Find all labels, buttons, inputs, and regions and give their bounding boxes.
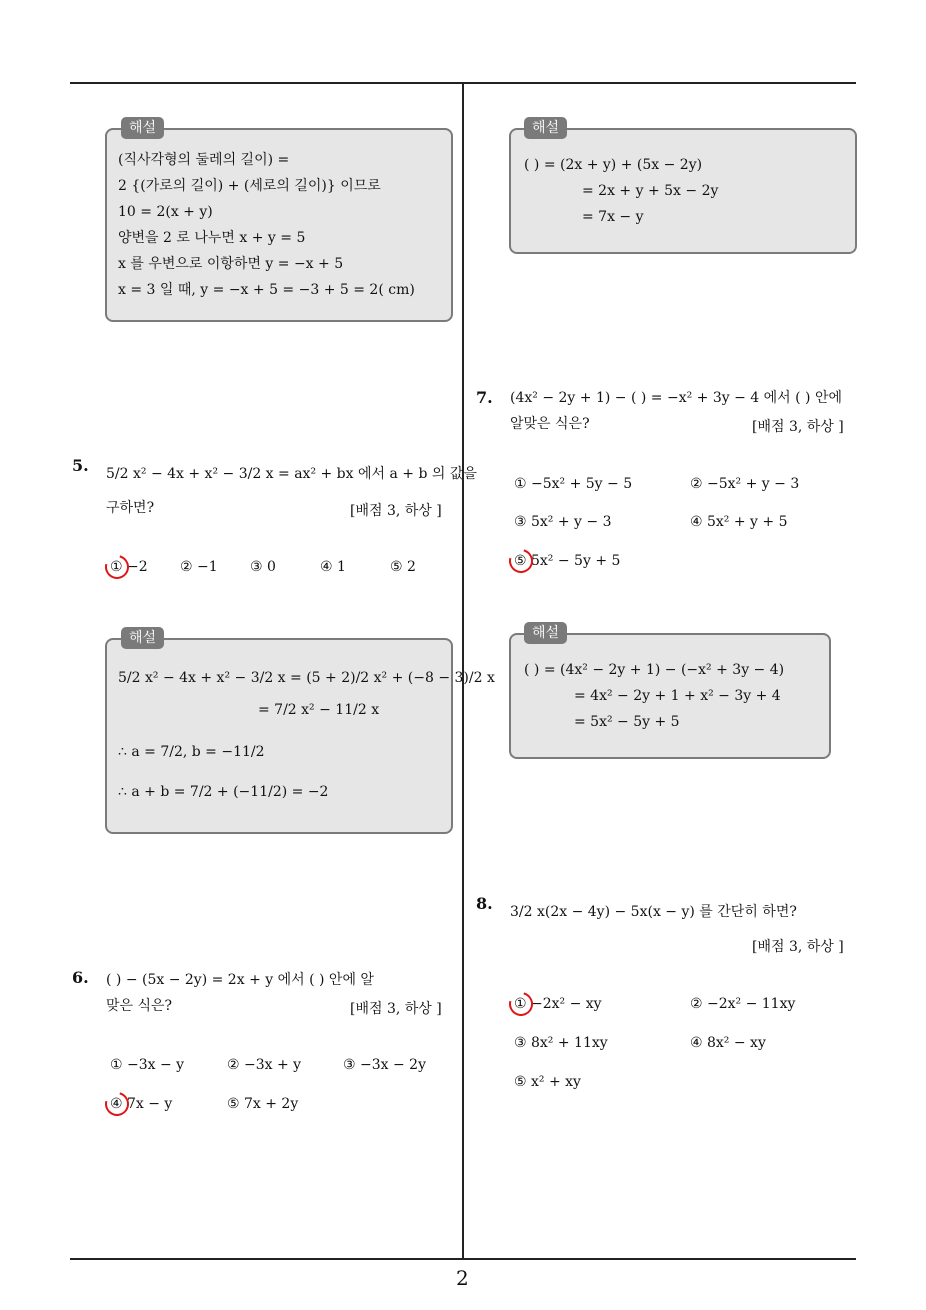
question-text: 5/2 x² − 4x + x² − 3/2 x = ax² + bx 에서 a + b 의 값을 xyxy=(106,466,477,482)
choice[interactable]: ⑤ x² + xy xyxy=(514,1074,581,1090)
bottom-rule xyxy=(70,1258,856,1260)
answer-mark xyxy=(505,545,538,578)
choice[interactable]: ② −5x² + y − 3 xyxy=(690,476,800,492)
solution-line: ( ) = (2x + y) + (5x − 2y) xyxy=(524,157,703,173)
solution-line: = 7x − y xyxy=(582,209,644,225)
choice[interactable]: ③ 0 xyxy=(250,559,276,575)
solution-line: ∴ a = 7/2, b = −11/2 xyxy=(118,744,265,760)
solution-tag: 해설 xyxy=(121,117,164,139)
question-text: (4x² − 2y + 1) − ( ) = −x² + 3y − 4 에서 ( ) 안에 xyxy=(510,390,843,406)
choice[interactable]: ② −2x² − 11xy xyxy=(690,996,796,1012)
solution-line: = 5x² − 5y + 5 xyxy=(574,714,680,730)
page-number: 2 xyxy=(456,1266,469,1290)
question-text: 구하면? xyxy=(106,500,155,516)
choice[interactable]: ④ 8x² − xy xyxy=(690,1035,766,1051)
score-label: [배점 3, 하상 ] xyxy=(350,1001,442,1017)
solution-tag: 해설 xyxy=(121,627,164,649)
solution-line: 10 = 2(x + y) xyxy=(118,204,213,220)
choice[interactable]: ② −3x + y xyxy=(227,1057,302,1073)
choice[interactable]: ② −1 xyxy=(180,559,218,575)
choice[interactable]: ③ 8x² + 11xy xyxy=(514,1035,608,1051)
solution-tag: 해설 xyxy=(524,117,567,139)
question-text: ( ) − (5x − 2y) = 2x + y 에서 ( ) 안에 알 xyxy=(106,972,374,988)
solution-line: = 7/2 x² − 11/2 x xyxy=(258,702,380,718)
solution-tag: 해설 xyxy=(524,622,567,644)
choice[interactable]: ④ 1 xyxy=(320,559,346,575)
choice[interactable]: ④ 5x² + y + 5 xyxy=(690,514,788,530)
question-text: 맞은 식은? xyxy=(106,998,173,1014)
choice[interactable]: ③ 5x² + y − 3 xyxy=(514,514,612,530)
score-label: [배점 3, 하상 ] xyxy=(752,419,844,435)
solution-line: x = 3 일 때, y = −x + 5 = −3 + 5 = 2( cm) xyxy=(118,282,415,298)
choice[interactable]: ⑤ 5x² − 5y + 5 xyxy=(514,553,621,569)
solution-line: 5/2 x² − 4x + x² − 3/2 x = (5 + 2)/2 x² + (−8 − 3)/2 x xyxy=(118,670,495,686)
solution-line: ∴ a + b = 7/2 + (−11/2) = −2 xyxy=(118,784,329,800)
choice[interactable]: ④ 7x − y xyxy=(110,1096,173,1112)
solution-line: x 를 우변으로 이항하면 y = −x + 5 xyxy=(118,256,344,272)
choice[interactable]: ① −3x − y xyxy=(110,1057,185,1073)
choice[interactable]: ③ −3x − 2y xyxy=(343,1057,426,1073)
choice[interactable]: ⑤ 2 xyxy=(390,559,416,575)
solution-line: (직사각형의 둘레의 길이) = xyxy=(118,152,290,168)
answer-mark xyxy=(505,988,538,1021)
question-number: 8. xyxy=(476,894,493,913)
question-text: 3/2 x(2x − 4y) − 5x(x − y) 를 간단히 하면? xyxy=(510,904,797,920)
solution-line: 양변을 2 로 나누면 x + y = 5 xyxy=(118,230,306,246)
question-number: 6. xyxy=(72,968,89,987)
choice[interactable]: ⑤ 7x + 2y xyxy=(227,1096,299,1112)
choice[interactable]: ① −2 xyxy=(110,559,148,575)
answer-mark xyxy=(101,1088,134,1121)
choice[interactable]: ① −2x² − xy xyxy=(514,996,602,1012)
solution-line: = 2x + y + 5x − 2y xyxy=(582,183,719,199)
question-text: 알맞은 식은? xyxy=(510,416,590,432)
score-label: [배점 3, 하상 ] xyxy=(350,503,442,519)
question-number: 5. xyxy=(72,456,89,475)
solution-line: 2 {(가로의 길이) + (세로의 길이)} 이므로 xyxy=(118,178,381,194)
answer-mark xyxy=(101,551,134,584)
choice[interactable]: ① −5x² + 5y − 5 xyxy=(514,476,633,492)
question-number: 7. xyxy=(476,388,493,407)
solution-line: = 4x² − 2y + 1 + x² − 3y + 4 xyxy=(574,688,781,704)
score-label: [배점 3, 하상 ] xyxy=(752,939,844,955)
solution-line: ( ) = (4x² − 2y + 1) − (−x² + 3y − 4) xyxy=(524,662,785,678)
